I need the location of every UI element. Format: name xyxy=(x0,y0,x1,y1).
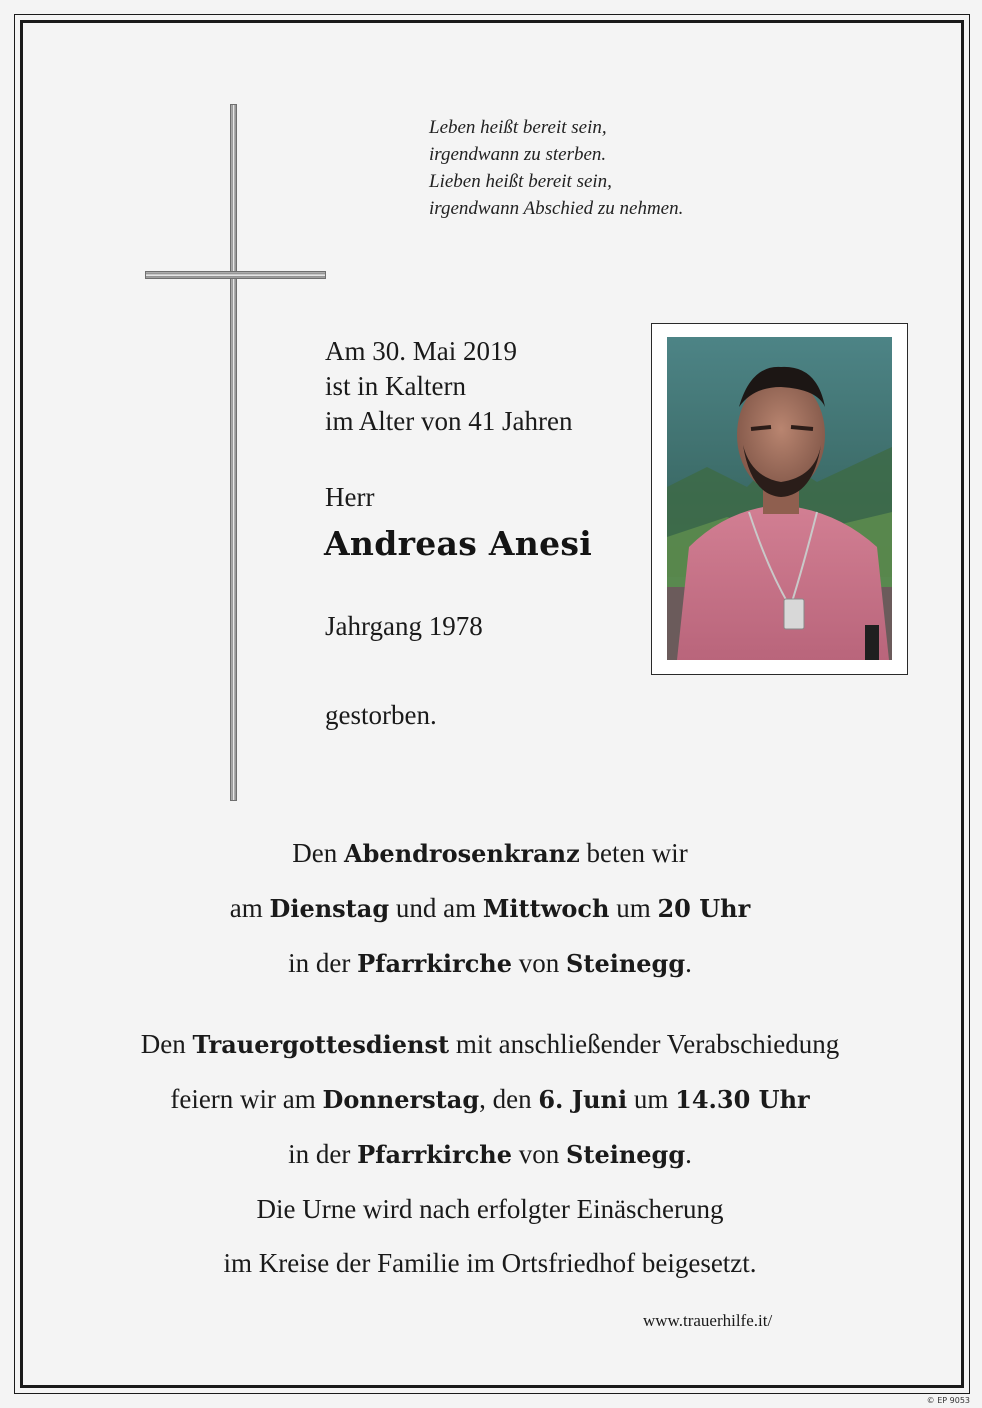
rosary-announcement xyxy=(40,826,940,991)
rosary-line-3 xyxy=(40,936,940,991)
highlight-text: Pfarrkirche xyxy=(357,1140,513,1169)
portrait-photo xyxy=(667,337,892,660)
highlight-text: 14.30 Uhr xyxy=(675,1085,810,1114)
text-segment: mit anschließender Verabschiedung xyxy=(449,1029,840,1059)
highlight-text: Dienstag xyxy=(269,894,390,923)
service-line-1 xyxy=(40,1017,940,1072)
text-segment: am xyxy=(229,893,270,923)
highlight-text: 20 Uhr xyxy=(657,894,751,923)
text-segment: . xyxy=(685,948,692,978)
death-details xyxy=(325,334,572,439)
service-line-4: Die Urne wird nach erfolgter Einäscherung xyxy=(256,1194,724,1224)
age-at-death: im Alter von 41 Jahren xyxy=(325,406,573,436)
service-line-3 xyxy=(40,1127,940,1182)
cross-vertical-beam xyxy=(230,104,237,801)
website-link[interactable]: www.trauerhilfe.it/ xyxy=(643,1311,773,1330)
portrait-frame xyxy=(651,323,908,675)
text-segment: und am xyxy=(389,893,483,923)
death-date: Am 30. Mai 2019 xyxy=(325,336,517,366)
text-segment: Den xyxy=(140,1029,193,1059)
text-segment: von xyxy=(512,948,567,978)
quote-line-1: Leben heißt bereit sein, xyxy=(429,117,607,138)
quote-line-3: Lieben heißt bereit sein, xyxy=(429,171,612,192)
highlight-text: Steinegg xyxy=(566,949,686,978)
text-segment: in der xyxy=(288,1139,358,1169)
highlight-text: 6. Juni xyxy=(538,1085,628,1114)
text-segment: , den xyxy=(479,1084,539,1114)
text-segment: von xyxy=(512,1139,567,1169)
deceased-name: Andreas Anesi xyxy=(324,524,593,563)
text-segment: . xyxy=(685,1139,692,1169)
death-place: ist in Kaltern xyxy=(325,371,466,401)
memorial-quote xyxy=(429,114,789,222)
rosary-line-1 xyxy=(40,826,940,881)
service-line-2 xyxy=(40,1072,940,1127)
highlight-text: Abendrosenkranz xyxy=(344,839,580,868)
birth-year: Jahrgang 1978 xyxy=(325,611,483,641)
portrait-illustration xyxy=(667,337,892,660)
cross-horizontal-beam xyxy=(145,271,326,279)
highlight-text: Donnerstag xyxy=(322,1085,480,1114)
text-segment: Den xyxy=(292,838,345,868)
rosary-line-2 xyxy=(40,881,940,936)
text-segment: um xyxy=(609,893,658,923)
highlight-text: Pfarrkirche xyxy=(357,949,513,978)
died-text: gestorben. xyxy=(325,700,437,730)
text-segment: um xyxy=(627,1084,676,1114)
print-code: © EP 9053 xyxy=(926,1396,970,1405)
funeral-service-announcement xyxy=(40,1017,940,1290)
salutation: Herr xyxy=(325,482,375,512)
highlight-text: Trauergottesdienst xyxy=(192,1030,450,1059)
quote-line-4: irgendwann Abschied zu nehmen. xyxy=(429,198,684,219)
service-line-5: im Kreise der Familie im Ortsfriedhof beigesetzt. xyxy=(223,1248,757,1278)
quote-line-2: irgendwann zu sterben. xyxy=(429,144,607,165)
text-segment: beten wir xyxy=(579,838,688,868)
highlight-text: Steinegg xyxy=(566,1140,686,1169)
text-segment: feiern wir am xyxy=(170,1084,323,1114)
text-segment: in der xyxy=(288,948,358,978)
highlight-text: Mittwoch xyxy=(482,894,610,923)
